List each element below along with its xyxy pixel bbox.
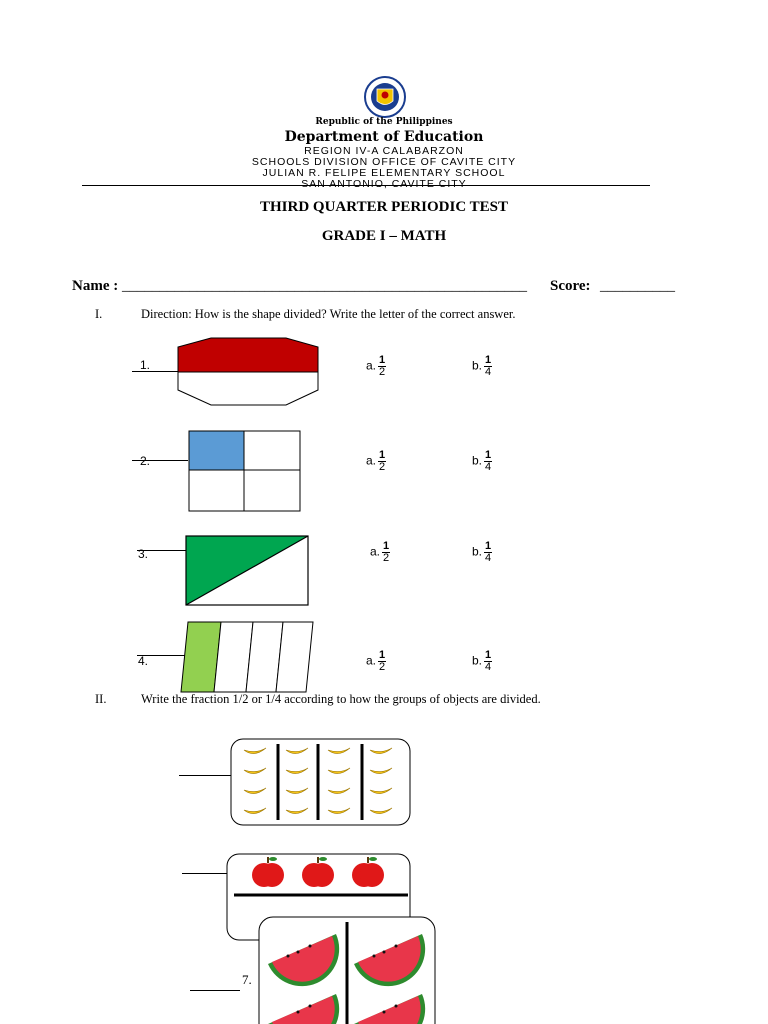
parallelogram-shape	[179, 620, 315, 694]
test-subtitle: GRADE I – MATH	[321, 228, 447, 244]
banana-group-box	[230, 738, 411, 826]
choice-b[interactable]: b. $\frac{1}{4}$	[472, 649, 492, 673]
region-text: REGION IV-A CALABARZON	[304, 145, 464, 157]
item-number: 1.	[140, 358, 151, 372]
choice-a[interactable]: a. $\frac{1}{2}$	[366, 649, 386, 673]
division-text: SCHOOLS DIVISION OFFICE OF CAVITE CITY	[251, 156, 517, 168]
choice-a[interactable]: a. $\frac{1}{2}$	[366, 449, 386, 473]
item-number: 2.	[140, 454, 151, 468]
answer-blank-6[interactable]	[182, 873, 232, 874]
test-title: THIRD QUARTER PERIODIC TEST	[260, 199, 508, 215]
choice-b[interactable]: b. $\frac{1}{4}$	[472, 540, 492, 564]
score-field[interactable]: __________	[600, 278, 675, 294]
part1-direction: Direction: How is the shape divided? Write the letter of the correct answer.	[141, 307, 516, 321]
part2-numeral: II.	[95, 692, 107, 706]
choice-b[interactable]: b. $\frac{1}{4}$	[472, 354, 492, 378]
school-text: JULIAN R. FELIPE ELEMENTARY SCHOOL	[262, 167, 506, 179]
choice-a[interactable]: a. $\frac{1}{2}$	[366, 354, 386, 378]
square-grid-shape	[188, 430, 301, 512]
choice-b[interactable]: b. $\frac{1}{4}$	[472, 449, 492, 473]
department-title: Department of Education	[284, 129, 484, 145]
part1-numeral: I.	[95, 307, 103, 321]
rectangle-diagonal-shape	[185, 535, 310, 607]
name-field[interactable]: ______________________________________________________	[122, 278, 527, 294]
answer-blank-7[interactable]	[190, 990, 240, 991]
address-text: SAN ANTONIO, CAVITE CITY	[301, 178, 467, 190]
republic-text: Republic of the Philippines	[315, 117, 453, 127]
watermelon-group-box	[258, 916, 436, 1024]
item-number: 4.	[138, 654, 149, 668]
item-number: 3.	[138, 547, 149, 561]
choice-a[interactable]: a. $\frac{1}{2}$	[370, 540, 390, 564]
name-label: Name :	[72, 278, 119, 294]
score-label: Score:	[550, 278, 591, 294]
deped-seal	[353, 76, 417, 118]
hexagon-shape	[176, 337, 320, 407]
header-divider	[82, 185, 650, 186]
item-number: 7.	[242, 972, 252, 987]
answer-blank-5[interactable]	[179, 775, 232, 776]
part2-direction: Write the fraction 1/2 or 1/4 according to how the groups of objects are divided.	[141, 692, 541, 706]
